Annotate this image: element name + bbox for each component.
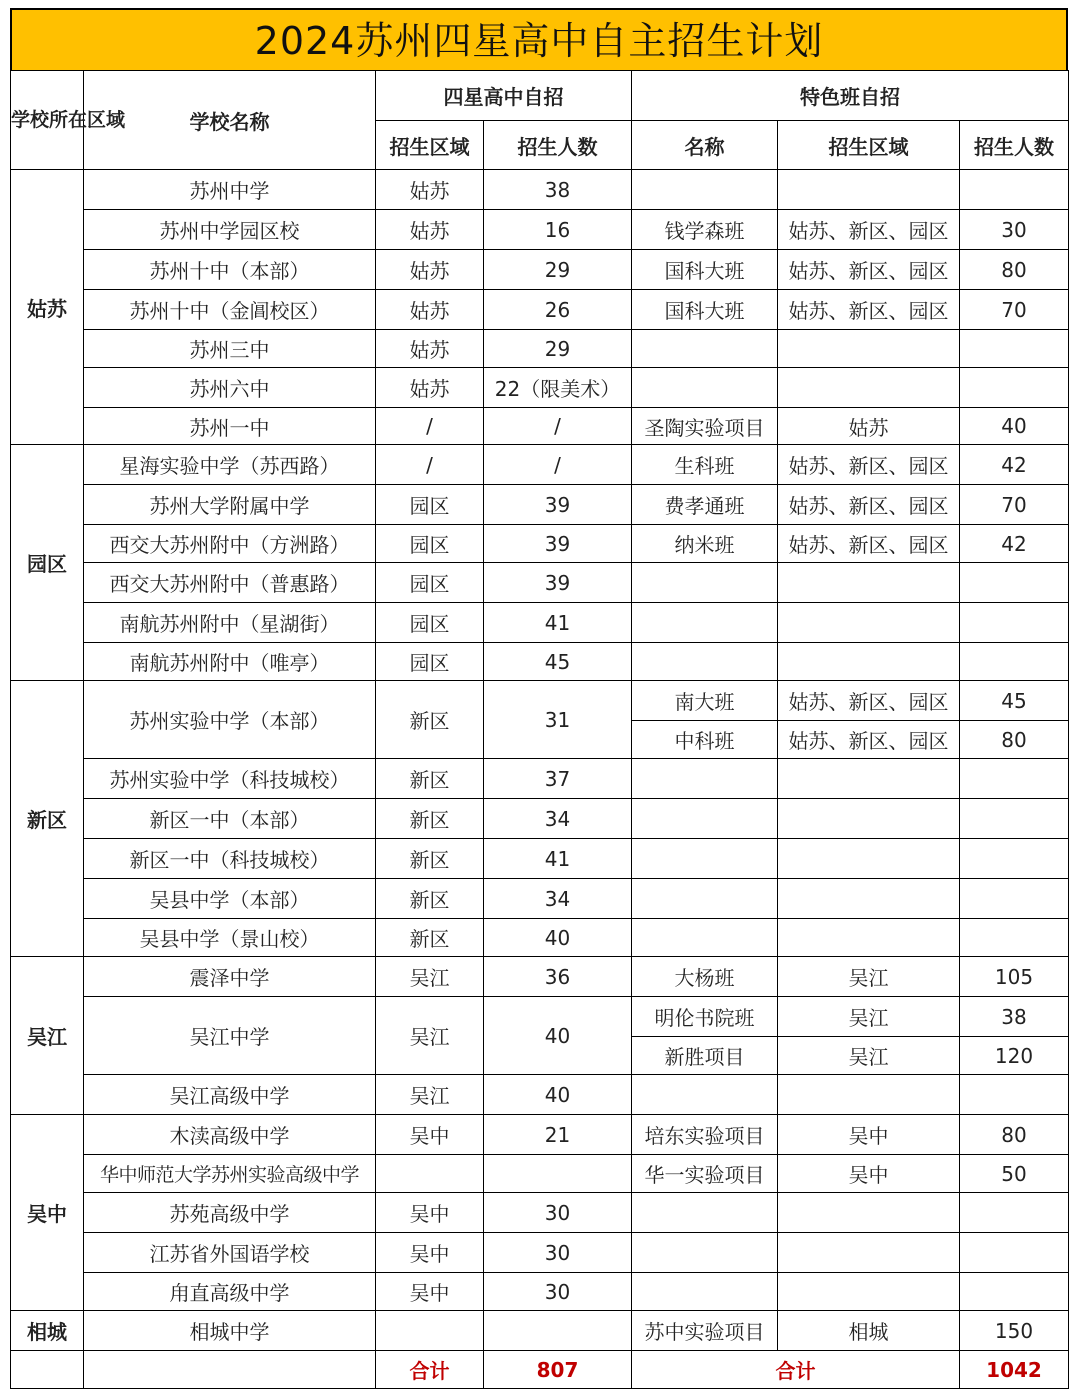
table-row	[11, 290, 1069, 330]
special-count: 30	[960, 210, 1069, 250]
special-count	[960, 170, 1069, 210]
school-name: 江苏省外国语学校	[84, 1233, 376, 1273]
special-area: 姑苏、新区、园区	[778, 721, 960, 759]
special-name: 新胜项目	[632, 1037, 778, 1075]
school-area: 园区	[376, 485, 484, 525]
school-name: 苏州实验中学（科技城校）	[84, 759, 376, 799]
special-name	[632, 170, 778, 210]
school-area: /	[376, 445, 484, 485]
special-count	[960, 1193, 1069, 1233]
special-count: 50	[960, 1155, 1069, 1193]
school-area: 新区	[376, 759, 484, 799]
special-area: 姑苏、新区、园区	[778, 250, 960, 290]
special-count: 38	[960, 997, 1069, 1037]
table-row	[11, 759, 1069, 799]
school-area: 姑苏	[376, 368, 484, 408]
school-name: 苏州实验中学（本部）	[84, 681, 376, 759]
school-area: /	[376, 408, 484, 445]
school-count: 30	[484, 1273, 632, 1311]
header-special-name: 名称	[632, 121, 778, 170]
table-row	[11, 1311, 1069, 1351]
school-area: 吴江	[376, 957, 484, 997]
school-count: 34	[484, 879, 632, 919]
special-area: 吴中	[778, 1115, 960, 1155]
school-name: 苏州大学附属中学	[84, 485, 376, 525]
special-count: 120	[960, 1037, 1069, 1075]
school-name: 苏苑高级中学	[84, 1193, 376, 1233]
school-area: 姑苏	[376, 250, 484, 290]
school-name: 苏州三中	[84, 330, 376, 368]
school-area: 新区	[376, 919, 484, 957]
school-area: 姑苏	[376, 210, 484, 250]
school-area: 园区	[376, 525, 484, 563]
enrollment-plan-sheet	[10, 8, 1068, 1389]
school-count: 39	[484, 485, 632, 525]
table-row	[11, 485, 1069, 525]
header-school: 学校名称	[84, 71, 376, 170]
special-area	[778, 1233, 960, 1273]
special-name	[632, 643, 778, 681]
special-count: 80	[960, 1115, 1069, 1155]
total-label-four-star: 合计	[376, 1351, 484, 1389]
table-row	[11, 1075, 1069, 1115]
special-area	[778, 1193, 960, 1233]
school-name: 苏州十中（本部）	[84, 250, 376, 290]
special-name: 大杨班	[632, 957, 778, 997]
special-name	[632, 603, 778, 643]
special-count	[960, 919, 1069, 957]
school-name: 南航苏州附中（星湖街）	[84, 603, 376, 643]
special-count	[960, 759, 1069, 799]
special-area	[778, 839, 960, 879]
special-name	[632, 1233, 778, 1273]
region-cell-xiangcheng: 相城	[11, 1311, 84, 1351]
special-count	[960, 368, 1069, 408]
table-row	[11, 525, 1069, 563]
school-count: 41	[484, 603, 632, 643]
school-name: 苏州六中	[84, 368, 376, 408]
table-row	[11, 1273, 1069, 1311]
special-area	[778, 330, 960, 368]
school-count: 30	[484, 1233, 632, 1273]
table-row	[11, 839, 1069, 879]
school-name: 震泽中学	[84, 957, 376, 997]
school-area: 姑苏	[376, 330, 484, 368]
special-count: 105	[960, 957, 1069, 997]
special-area	[778, 759, 960, 799]
special-count: 80	[960, 250, 1069, 290]
totals-empty-school	[84, 1351, 376, 1389]
table-row	[11, 603, 1069, 643]
table-row	[11, 1155, 1069, 1193]
special-area	[778, 1273, 960, 1311]
school-name: 西交大苏州附中（方洲路）	[84, 525, 376, 563]
table-row	[11, 170, 1069, 210]
school-area: 吴中	[376, 1273, 484, 1311]
table-row	[11, 1193, 1069, 1233]
school-area: 吴中	[376, 1115, 484, 1155]
special-name	[632, 1273, 778, 1311]
page-title: 2024苏州四星高中自主招生计划	[10, 8, 1068, 70]
special-area: 姑苏、新区、园区	[778, 445, 960, 485]
school-area: 新区	[376, 839, 484, 879]
special-area: 姑苏、新区、园区	[778, 525, 960, 563]
school-area: 园区	[376, 603, 484, 643]
header-four-star-group: 四星高中自招	[376, 71, 632, 121]
special-count	[960, 839, 1069, 879]
school-name: 吴江高级中学	[84, 1075, 376, 1115]
school-count: 16	[484, 210, 632, 250]
special-count: 42	[960, 525, 1069, 563]
school-area: 新区	[376, 879, 484, 919]
region-cell-wujiang: 吴江	[11, 957, 84, 1115]
special-area	[778, 368, 960, 408]
school-name: 苏州十中（金阊校区）	[84, 290, 376, 330]
special-count: 70	[960, 290, 1069, 330]
special-count	[960, 1273, 1069, 1311]
school-name: 吴县中学（本部）	[84, 879, 376, 919]
table-row	[11, 368, 1069, 408]
special-count: 40	[960, 408, 1069, 445]
region-cell-yuanqu: 园区	[11, 445, 84, 681]
school-name: 吴县中学（景山校）	[84, 919, 376, 957]
school-name: 南航苏州附中（唯亭）	[84, 643, 376, 681]
table-row	[11, 250, 1069, 290]
special-name: 培东实验项目	[632, 1115, 778, 1155]
school-area: 吴中	[376, 1193, 484, 1233]
special-name	[632, 1193, 778, 1233]
total-value-four-star: 807	[484, 1351, 632, 1389]
special-count	[960, 799, 1069, 839]
school-count: 45	[484, 643, 632, 681]
table-row	[11, 919, 1069, 957]
special-name	[632, 919, 778, 957]
school-count: 40	[484, 1075, 632, 1115]
special-name	[632, 368, 778, 408]
school-count: 29	[484, 330, 632, 368]
school-name: 相城中学	[84, 1311, 376, 1351]
school-name: 木渎高级中学	[84, 1115, 376, 1155]
region-cell-wuzhong: 吴中	[11, 1115, 84, 1311]
region-cell-gusu: 姑苏	[11, 170, 84, 445]
school-area: 吴中	[376, 1233, 484, 1273]
special-area: 姑苏、新区、园区	[778, 210, 960, 250]
school-name: 新区一中（科技城校）	[84, 839, 376, 879]
school-name: 甪直高级中学	[84, 1273, 376, 1311]
special-name: 苏中实验项目	[632, 1311, 778, 1351]
special-name: 纳米班	[632, 525, 778, 563]
school-count: 36	[484, 957, 632, 997]
school-count: 30	[484, 1193, 632, 1233]
school-name: 新区一中（本部）	[84, 799, 376, 839]
special-name: 国科大班	[632, 250, 778, 290]
special-name: 钱学森班	[632, 210, 778, 250]
special-count	[960, 330, 1069, 368]
header-region: 学校所在区域	[11, 71, 84, 170]
special-area: 姑苏	[778, 408, 960, 445]
school-area: 园区	[376, 563, 484, 603]
school-name: 西交大苏州附中（普惠路）	[84, 563, 376, 603]
special-area: 吴中	[778, 1155, 960, 1193]
school-count: 26	[484, 290, 632, 330]
school-count: /	[484, 445, 632, 485]
special-count: 80	[960, 721, 1069, 759]
header-area: 招生区域	[376, 121, 484, 170]
special-area: 姑苏、新区、园区	[778, 485, 960, 525]
school-count	[484, 1311, 632, 1351]
total-value-special: 1042	[960, 1351, 1069, 1389]
special-count	[960, 879, 1069, 919]
special-area: 吴江	[778, 1037, 960, 1075]
school-area: 新区	[376, 799, 484, 839]
special-count	[960, 1075, 1069, 1115]
special-name	[632, 563, 778, 603]
special-count	[960, 563, 1069, 603]
school-name: 苏州中学园区校	[84, 210, 376, 250]
header-special-count: 招生人数	[960, 121, 1069, 170]
special-name	[632, 1075, 778, 1115]
school-count: 39	[484, 525, 632, 563]
header-count: 招生人数	[484, 121, 632, 170]
enrollment-table	[10, 70, 1069, 1389]
school-name: 吴江中学	[84, 997, 376, 1075]
special-name	[632, 799, 778, 839]
special-count: 150	[960, 1311, 1069, 1351]
special-area	[778, 919, 960, 957]
special-area	[778, 1075, 960, 1115]
school-area: 吴江	[376, 1075, 484, 1115]
school-name: 星海实验中学（苏西路）	[84, 445, 376, 485]
school-count: 41	[484, 839, 632, 879]
special-name: 国科大班	[632, 290, 778, 330]
special-area: 姑苏、新区、园区	[778, 681, 960, 721]
school-area: 新区	[376, 681, 484, 759]
special-area: 姑苏、新区、园区	[778, 290, 960, 330]
header-special-group: 特色班自招	[632, 71, 1069, 121]
special-area: 吴江	[778, 997, 960, 1037]
special-name: 南大班	[632, 681, 778, 721]
school-count: 29	[484, 250, 632, 290]
table-row	[11, 445, 1069, 485]
special-count	[960, 643, 1069, 681]
special-name	[632, 879, 778, 919]
special-name: 圣陶实验项目	[632, 408, 778, 445]
table-row	[11, 997, 1069, 1037]
totals-row	[11, 1351, 1069, 1389]
school-name: 苏州中学	[84, 170, 376, 210]
special-name	[632, 759, 778, 799]
school-count	[484, 1155, 632, 1193]
school-area: 吴江	[376, 997, 484, 1075]
special-name	[632, 839, 778, 879]
table-row	[11, 210, 1069, 250]
special-count: 45	[960, 681, 1069, 721]
table-row	[11, 957, 1069, 997]
header-special-area: 招生区域	[778, 121, 960, 170]
school-count: 34	[484, 799, 632, 839]
special-area: 相城	[778, 1311, 960, 1351]
table-row	[11, 563, 1069, 603]
table-row	[11, 1115, 1069, 1155]
school-area: 姑苏	[376, 170, 484, 210]
table-row	[11, 681, 1069, 721]
school-count: 21	[484, 1115, 632, 1155]
special-area	[778, 603, 960, 643]
special-count: 42	[960, 445, 1069, 485]
special-name: 费孝通班	[632, 485, 778, 525]
school-area	[376, 1155, 484, 1193]
total-label-special: 合计	[632, 1351, 960, 1389]
school-count: 31	[484, 681, 632, 759]
special-name: 生科班	[632, 445, 778, 485]
school-count: 37	[484, 759, 632, 799]
school-count: 38	[484, 170, 632, 210]
special-area	[778, 799, 960, 839]
special-area	[778, 563, 960, 603]
school-count: 22（限美术）	[484, 368, 632, 408]
special-count: 70	[960, 485, 1069, 525]
special-name: 华一实验项目	[632, 1155, 778, 1193]
special-name: 中科班	[632, 721, 778, 759]
table-row	[11, 330, 1069, 368]
special-area	[778, 643, 960, 681]
special-area	[778, 879, 960, 919]
special-area	[778, 170, 960, 210]
school-area	[376, 1311, 484, 1351]
table-row	[11, 879, 1069, 919]
totals-empty-region	[11, 1351, 84, 1389]
table-row	[11, 643, 1069, 681]
school-count: 40	[484, 997, 632, 1075]
school-count: 40	[484, 919, 632, 957]
special-count	[960, 603, 1069, 643]
table-row	[11, 1233, 1069, 1273]
school-count: /	[484, 408, 632, 445]
school-name: 苏州一中	[84, 408, 376, 445]
special-count	[960, 1233, 1069, 1273]
school-area: 姑苏	[376, 290, 484, 330]
region-cell-xinqu: 新区	[11, 681, 84, 957]
school-area: 园区	[376, 643, 484, 681]
special-name: 明伦书院班	[632, 997, 778, 1037]
school-count: 39	[484, 563, 632, 603]
school-name: 华中师范大学苏州实验高级中学	[84, 1155, 376, 1193]
header-row-1	[11, 71, 1069, 121]
special-name	[632, 330, 778, 368]
special-area: 吴江	[778, 957, 960, 997]
table-row	[11, 799, 1069, 839]
table-row	[11, 408, 1069, 445]
